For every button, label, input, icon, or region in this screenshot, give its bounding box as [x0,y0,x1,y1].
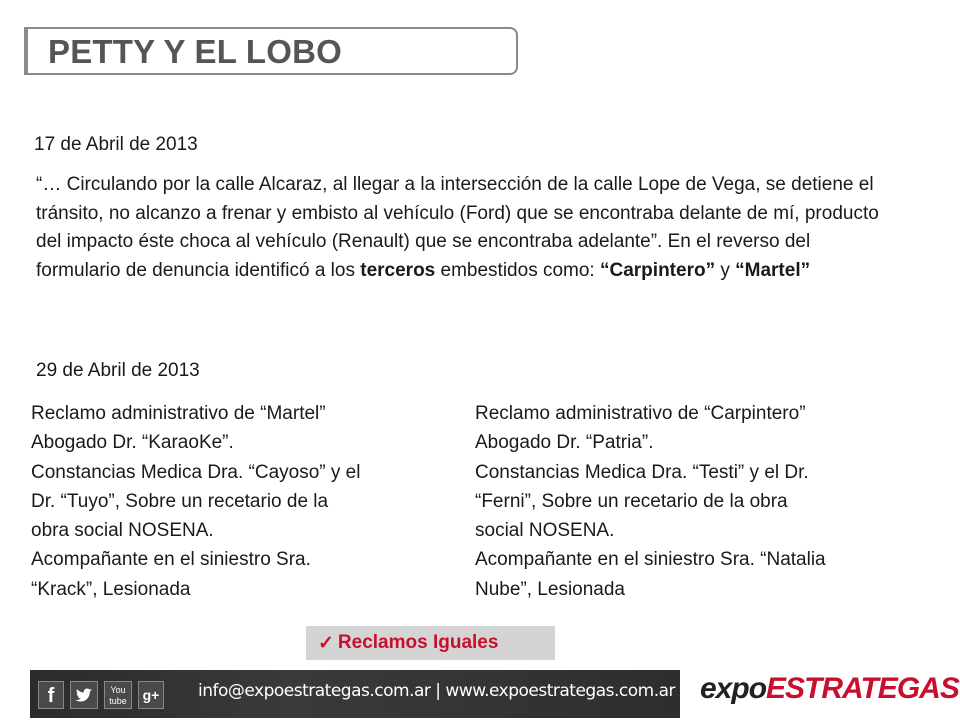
bold-terceros: terceros [360,259,436,281]
logo-expo: expo [700,672,767,705]
claim-line: Acompañante en el siniestro Sra. [31,549,311,571]
title-box [24,27,518,75]
claim-line: Nube”, Lesionada [475,578,625,600]
claim-line: Reclamo administrativo de “Martel” [31,403,326,424]
date-april-17: 17 de Abril de 2013 [34,134,198,155]
claim-carpintero-column [475,399,915,604]
logo-estrategas: ESTRATEGAS [766,672,959,705]
expoestrategas-logo [700,672,959,706]
date-april-29: 29 de Abril de 2013 [36,360,200,381]
paragraph-text-mid: embestidos como: [435,259,600,281]
claim-line: Abogado Dr. “Patria”. [475,432,654,454]
page-title: PETTY Y EL LOBO [48,33,342,70]
paragraph-text-y: y [715,259,736,281]
claim-line: “Ferni”, Sobre un recetario de la obra [475,490,788,512]
google-plus-icon[interactable]: g+ [138,681,164,709]
paragraph-text: “… Circulando por la calle Alcaraz, al llegar a la intersección de la calle Lope de Vega, se detiene el tránsito, no alcanzo a frenar y embisto al vehículo (Ford) que se encontraba delante de mí, producto del impacto éste choca al vehículo (Renault) que se encontraba adelante”. En el reverso del formulario de denuncia identificó a los [36,174,879,281]
claim-line: Reclamo administrativo de “Carpintero” [475,403,806,424]
claim-line: social NOSENA. [475,520,615,542]
checkmark-icon: ✓ [318,632,334,654]
badge-label: Reclamos Iguales [337,632,499,653]
contact-info[interactable]: info@expoestrategas.com.ar | www.expoestrategas.com.ar [198,681,675,701]
bold-martel: “Martel” [735,259,811,281]
youtube-tube: tube [109,696,127,706]
incident-paragraph [36,171,896,285]
bold-carpintero: “Carpintero” [600,259,716,281]
claim-line: Constancias Medica Dra. “Testi” y el Dr. [475,461,809,483]
youtube-icon[interactable] [104,681,132,709]
claim-line: obra social NOSENA. [31,520,214,542]
facebook-icon[interactable]: f [38,681,64,709]
claim-martel-column [31,399,451,604]
reclamos-iguales-badge [306,626,555,660]
claim-line: Abogado Dr. “KaraoKe”. [31,432,234,454]
twitter-bird-shape [71,682,97,708]
claim-line: Dr. “Tuyo”, Sobre un recetario de la [31,490,329,512]
twitter-icon[interactable] [70,681,98,709]
youtube-you: You [110,685,126,695]
claim-line: Constancias Medica Dra. “Cayoso” y el [31,461,361,483]
claim-line: Acompañante en el siniestro Sra. “Natalia [475,549,826,571]
claim-line: “Krack”, Lesionada [31,578,191,600]
